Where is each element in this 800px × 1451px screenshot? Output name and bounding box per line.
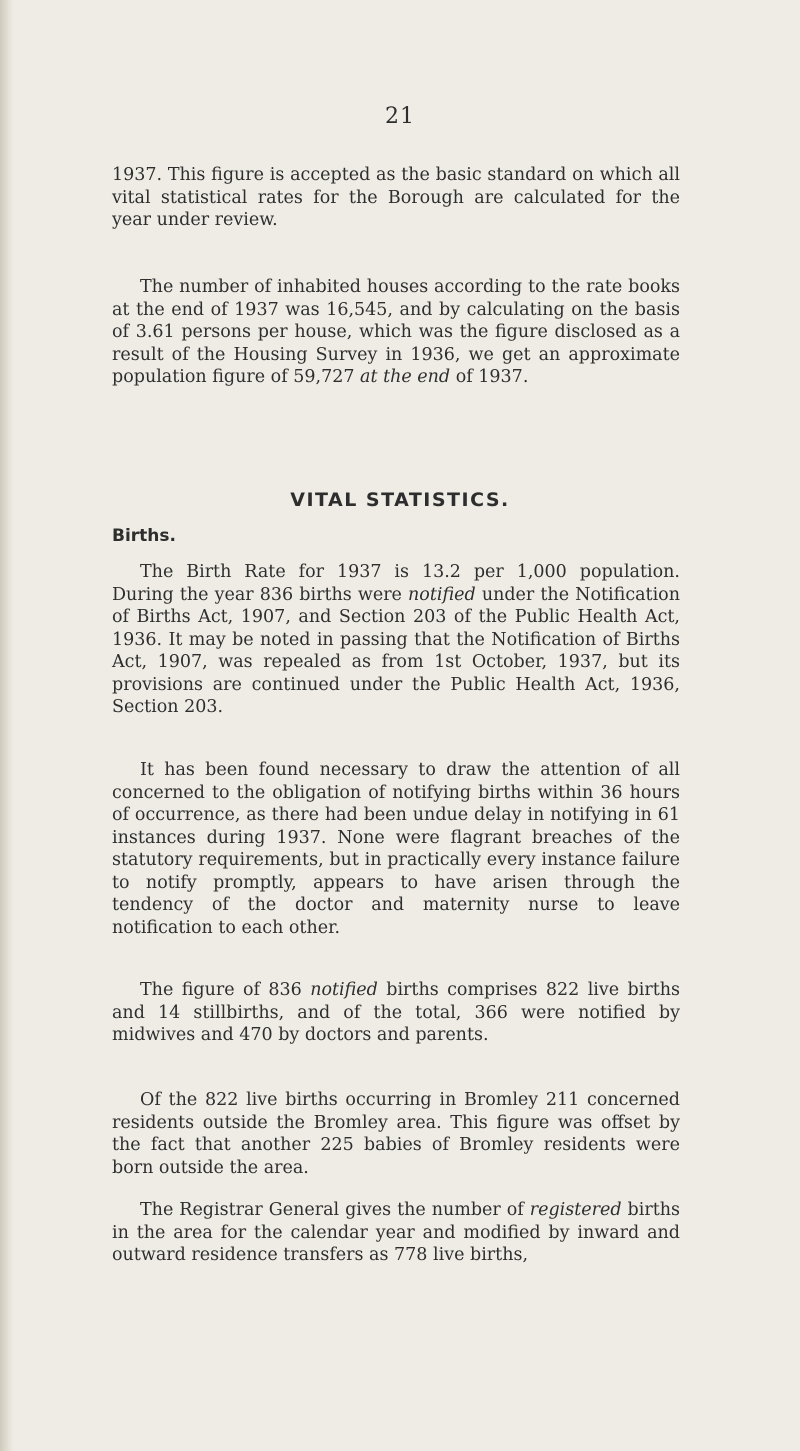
emphasis-notified-2: notified — [310, 980, 378, 1000]
subheading-births: Births. — [112, 526, 176, 546]
emphasis-notified: notified — [408, 584, 476, 605]
paragraph-registrar-general: The Registrar General gives the number of registered births in the area for the calendar year and modified by inward and outward residence transfers as 778 live births, — [112, 1200, 680, 1265]
paragraph-notified-births-breakdown: The figure of 836 notified births comprises 822 live births and 14 stillbirths, and of the total, 366 were notified by midwives and 470 by doctors and parents. — [112, 980, 680, 1045]
paragraph-inhabited-houses: The number of inhabited houses according to the rate books at the end of 1937 was 16,545, and by calculating on the basis of 3.61 persons per house, which was the figure disclosed as a result of the Housing Survey in 1936, we get an approximate population figure of 59,727 at the end of 1937. — [112, 277, 680, 387]
paragraph-birth-rate: The Birth Rate for 1937 is 13.2 per 1,000 population. During the year 836 births were notified under the Notification of Births Act, 1907, and Section 203 of the Public Health Act, 1936. It may be noted in passing that the Notification of Births Act, 1907, was repealed as from 1st October, 1937, but its provisions are continued under the Public Health Act, 1936, Section 203. — [112, 562, 680, 717]
emphasis-registered: registered — [529, 1200, 622, 1220]
page-number: 21 — [385, 104, 415, 129]
paragraph-notification-delay: It has been found necessary to draw the attention of all concerned to the obligation of notifying births within 36 hours of occurrence, as there had been undue delay in notifying in 61 instances during 1937. None were flagrant breaches of the statutory requirements, but in practically every instance failure to notify promptly, appears to have arisen through the tendency of the doctor and maternity nurse to leave notification to each other. — [112, 760, 680, 938]
section-heading-vital-statistics: VITAL STATISTICS. — [290, 489, 510, 511]
emphasis-at-the-end: at the end — [360, 367, 451, 387]
paragraph-live-births-residents: Of the 822 live births occurring in Bromley 211 concerned residents outside the Bromley area. This figure was offset by the fact that another 225 babies of Bromley residents were born outside the area. — [112, 1090, 680, 1178]
paragraph-population-standard: 1937. This figure is accepted as the basic standard on which all vital statistical rates for the Borough are calculated for the year under review. — [112, 165, 680, 230]
